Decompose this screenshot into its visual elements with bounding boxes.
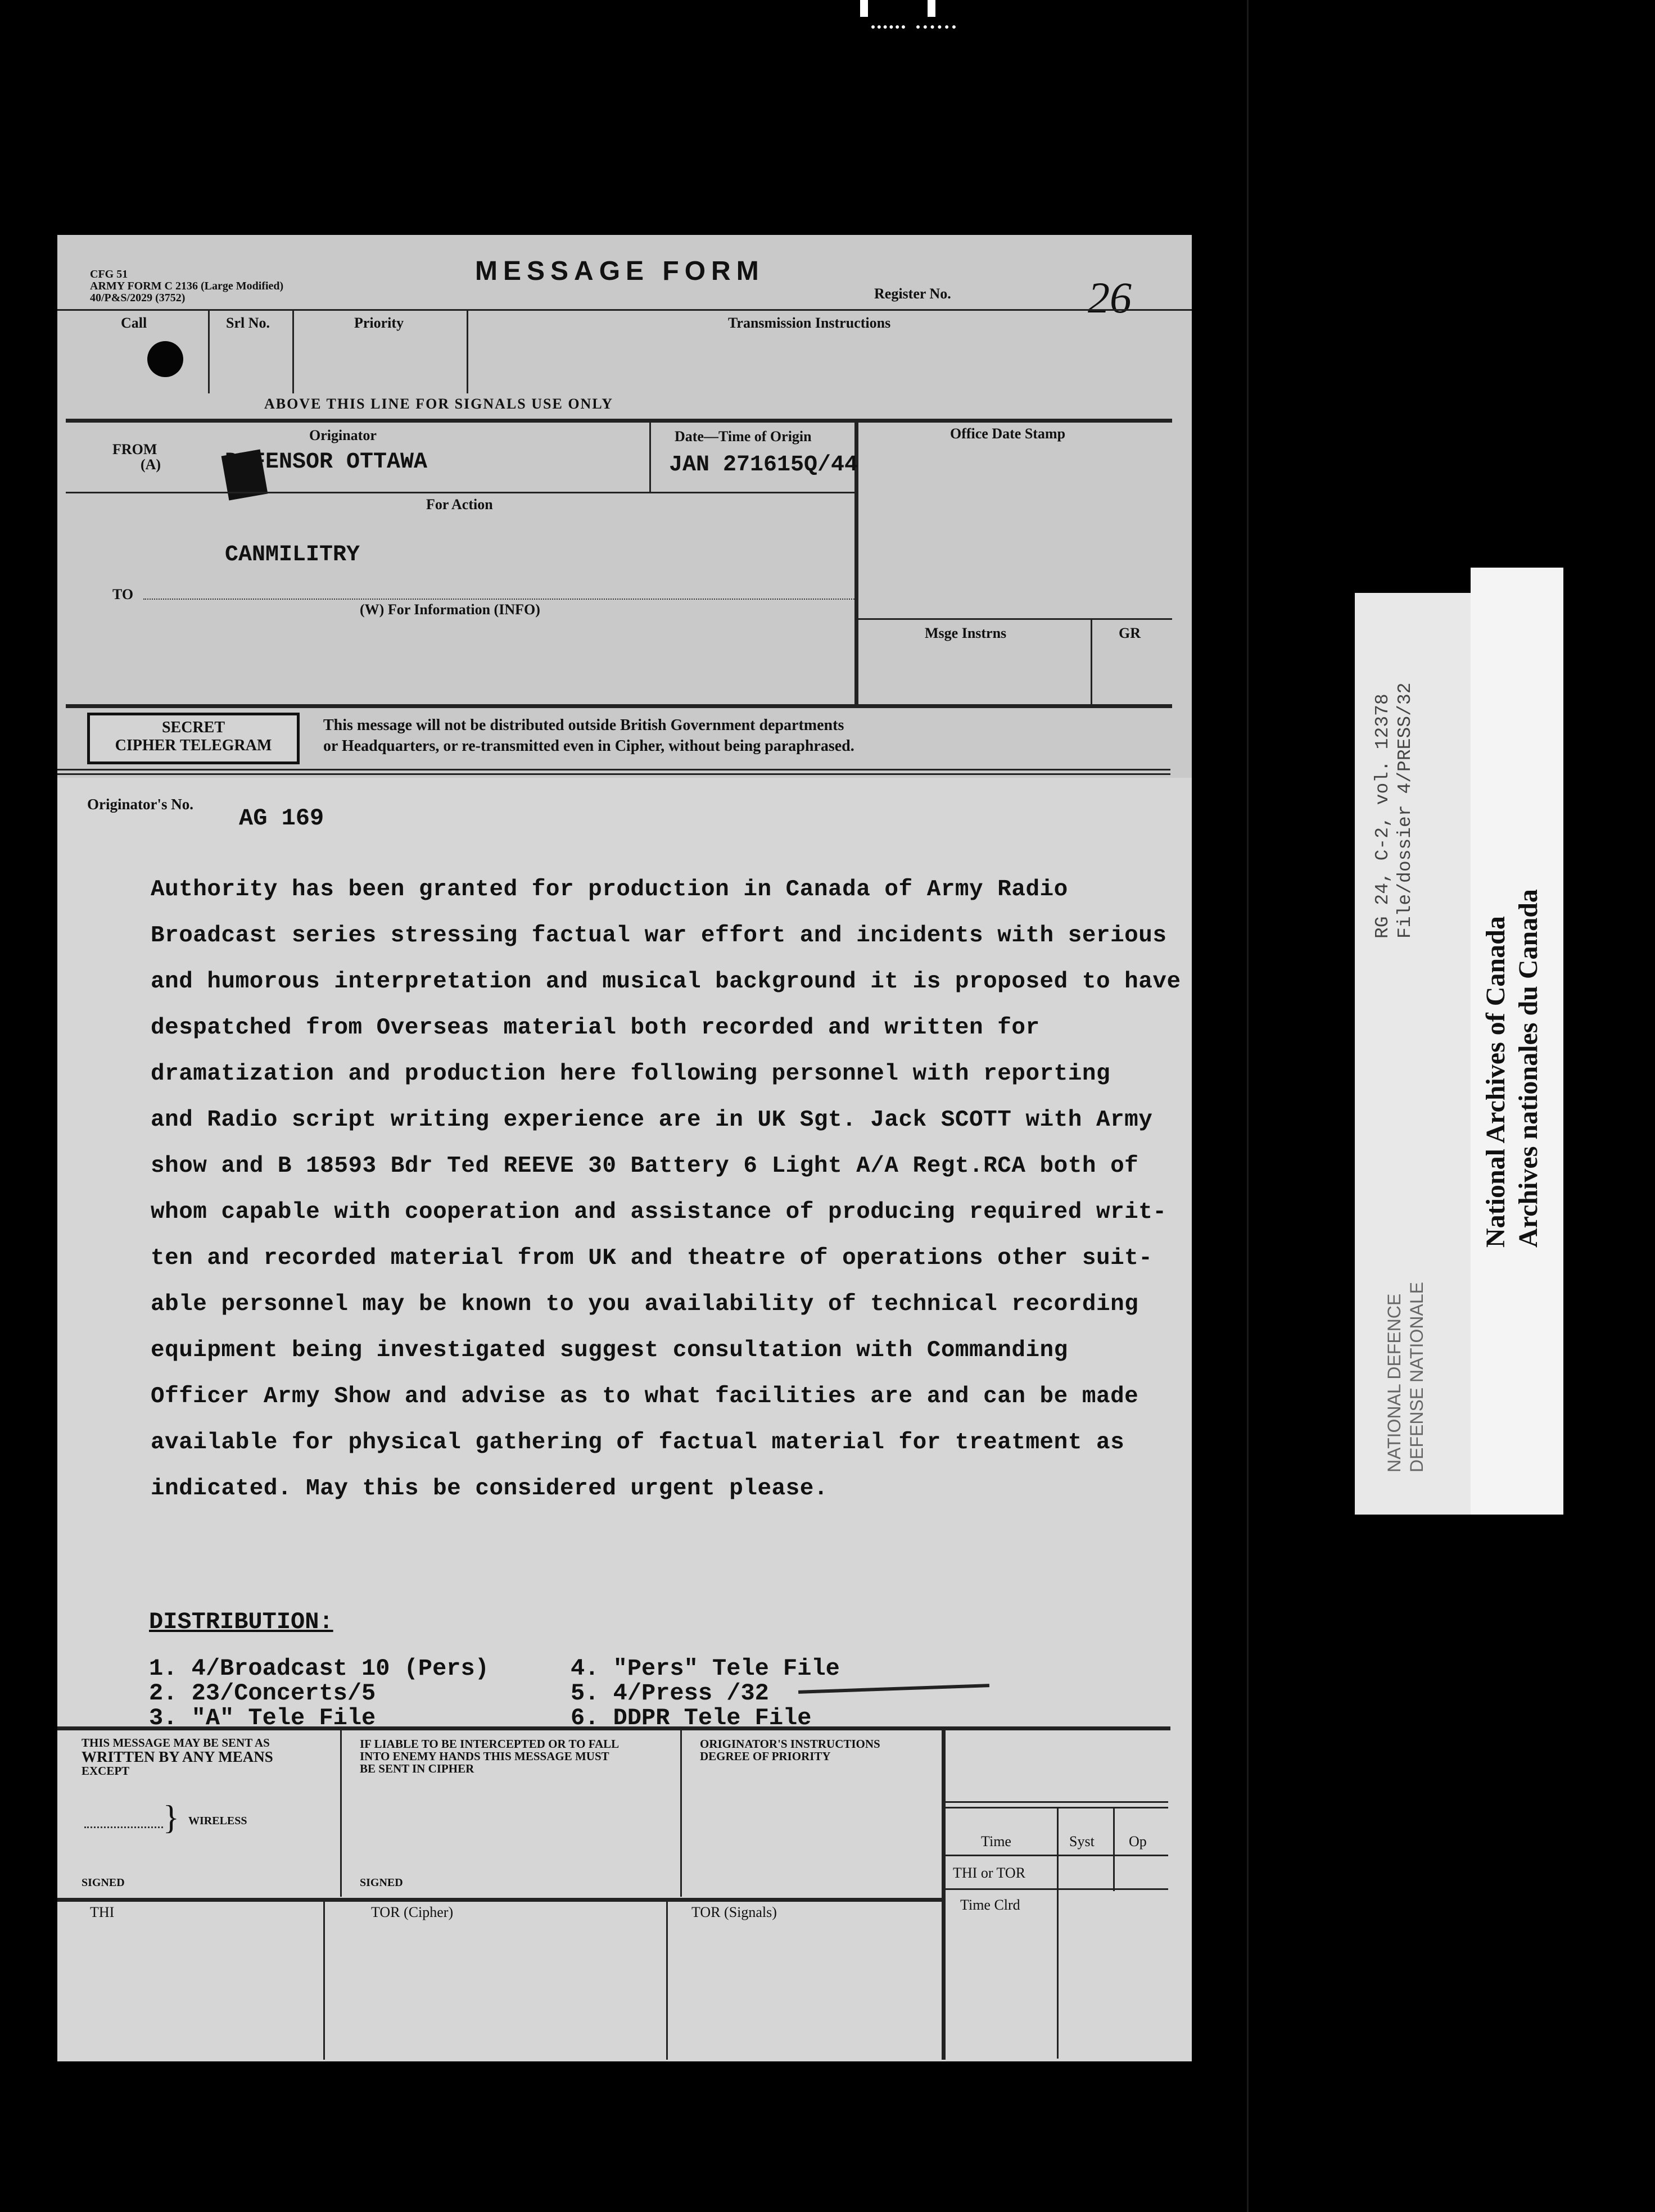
footer-text: THIS MESSAGE MAY BE SENT AS bbox=[82, 1736, 270, 1749]
footer-text: ORIGINATOR'S INSTRUCTIONS bbox=[700, 1737, 880, 1751]
tor-cipher-label: TOR (Cipher) bbox=[371, 1904, 454, 1920]
gr-label: GR bbox=[1119, 625, 1141, 641]
information-label: (W) For Information (INFO) bbox=[360, 601, 540, 618]
body-line: and humorous interpretation and musical background it is proposed to have bbox=[151, 969, 1181, 995]
body-line: equipment being investigated suggest consultation with Commanding bbox=[151, 1338, 1068, 1363]
footer-text: WRITTEN BY ANY MEANS bbox=[82, 1748, 273, 1766]
body-line: and Radio script writing experience are in UK Sgt. Jack SCOTT with Army bbox=[151, 1107, 1153, 1133]
op-label: Op bbox=[1129, 1833, 1147, 1850]
archives-name bbox=[1480, 889, 1545, 1248]
thi-label: THI bbox=[90, 1904, 115, 1920]
footer-col3-text bbox=[700, 1738, 880, 1762]
to-label: TO bbox=[112, 586, 134, 602]
for-action-label: For Action bbox=[426, 496, 493, 513]
body-line: indicated. May this be considered urgent please. bbox=[151, 1476, 828, 1502]
distribution-heading: DISTRIBUTION: bbox=[149, 1608, 333, 1635]
archive-ref-line: RG 24, C-2, vol. 12378 bbox=[1372, 693, 1393, 939]
secret-box bbox=[87, 713, 300, 764]
footer-text: BE SENT IN CIPHER bbox=[360, 1762, 474, 1776]
cipher-telegram-label: CIPHER TELEGRAM bbox=[115, 737, 272, 754]
from-label: FROM bbox=[112, 441, 157, 457]
body-line: able personnel may be known to you availability of technical recording bbox=[151, 1291, 1139, 1317]
signed-label: SIGNED bbox=[360, 1876, 403, 1889]
srl-no-label: Srl No. bbox=[226, 315, 270, 331]
form-code: CFG 51 bbox=[90, 268, 128, 280]
originators-no-value: AG 169 bbox=[239, 805, 324, 832]
body-line: despatched from Overseas material both recorded and written for bbox=[151, 1015, 1040, 1041]
footer-text: EXCEPT bbox=[82, 1764, 130, 1778]
from-a-label: (A) bbox=[141, 456, 161, 473]
message-body bbox=[151, 877, 1181, 1522]
originators-no-label: Originator's No. bbox=[87, 796, 193, 813]
secret-label: SECRET bbox=[161, 719, 225, 736]
priority-label: Priority bbox=[354, 315, 404, 331]
archives-name-fr: Archives nationales du Canada bbox=[1513, 889, 1543, 1248]
time-clrd-label: Time Clrd bbox=[960, 1897, 1020, 1913]
brace-icon: } bbox=[163, 1799, 179, 1836]
to-value: CANMILITRY bbox=[225, 542, 360, 568]
footer-text: DEGREE OF PRIORITY bbox=[700, 1749, 831, 1764]
department-line: DEFENSE NATIONALE bbox=[1407, 1281, 1427, 1472]
originator-value: DEFENSOR OTTAWA bbox=[225, 450, 428, 475]
notice-line: or Headquarters, or re-transmitted even in Cipher, without being paraphrased. bbox=[323, 737, 854, 755]
wireless-field bbox=[84, 1826, 163, 1828]
footer-text: INTO ENEMY HANDS THIS MESSAGE MUST bbox=[360, 1749, 609, 1764]
wireless-label: WIRELESS bbox=[188, 1815, 247, 1827]
archives-name-en: National Archives of Canada bbox=[1481, 916, 1511, 1248]
distribution-item: 1. 4/Broadcast 10 (Pers) bbox=[149, 1655, 489, 1682]
date-time-origin-label: Date—Time of Origin bbox=[675, 428, 812, 445]
tor-signals-label: TOR (Signals) bbox=[691, 1904, 777, 1920]
signed-label: SIGNED bbox=[82, 1876, 125, 1889]
form-title: MESSAGE FORM bbox=[475, 256, 765, 286]
signals-only-note: ABOVE THIS LINE FOR SIGNALS USE ONLY bbox=[264, 396, 614, 412]
distribution-list-left bbox=[149, 1655, 489, 1729]
body-line: Authority has been granted for production in Canada of Army Radio bbox=[151, 877, 1068, 903]
distribution-item: 6. DDPR Tele File bbox=[571, 1705, 812, 1731]
call-label: Call bbox=[121, 315, 147, 331]
date-time-origin-value: JAN 271615Q/44 bbox=[669, 452, 858, 478]
body-line: available for physical gathering of factual material for treatment as bbox=[151, 1430, 1125, 1456]
originator-label: Originator bbox=[309, 427, 377, 443]
footer-col2-text bbox=[360, 1738, 619, 1775]
syst-label: Syst bbox=[1069, 1833, 1095, 1850]
transmission-label: Transmission Instructions bbox=[728, 315, 891, 331]
archive-ref-line: File/dossier 4/PRESS/32 bbox=[1395, 682, 1416, 939]
footer-col1-text bbox=[82, 1737, 273, 1777]
distribution-item: 3. "A" Tele File bbox=[149, 1705, 376, 1731]
register-label: Register No. bbox=[874, 285, 951, 302]
department-text bbox=[1383, 1282, 1428, 1472]
distribution-item: 5. 4/Press /32 bbox=[571, 1680, 769, 1707]
distribution-item: 4. "Pers" Tele File bbox=[571, 1655, 840, 1682]
scan-artifact bbox=[860, 0, 961, 34]
distribution-item: 2. 23/Concerts/5 bbox=[149, 1680, 376, 1707]
archive-reference-text bbox=[1372, 683, 1417, 939]
msge-instrns-label: Msge Instrns bbox=[925, 625, 1007, 641]
department-line: NATIONAL DEFENCE bbox=[1384, 1293, 1404, 1472]
scan-edge bbox=[1247, 0, 1249, 2212]
punch-hole bbox=[147, 341, 183, 377]
register-number: 26 bbox=[1088, 273, 1132, 322]
form-codes bbox=[90, 269, 283, 304]
body-line: Broadcast series stressing factual war effort and incidents with serious bbox=[151, 923, 1167, 949]
body-line: show and B 18593 Bdr Ted REEVE 30 Battery 6 Light A/A Regt.RCA both of bbox=[151, 1153, 1139, 1179]
body-line: whom capable with cooperation and assistance of producing required writ- bbox=[151, 1199, 1167, 1225]
thi-or-tor-label: THI or TOR bbox=[953, 1865, 1026, 1881]
form-code: ARMY FORM C 2136 (Large Modified) bbox=[90, 280, 284, 292]
body-line: Officer Army Show and advise as to what facilities are and can be made bbox=[151, 1384, 1139, 1409]
footer-text: IF LIABLE TO BE INTERCEPTED OR TO FALL bbox=[360, 1737, 620, 1751]
office-date-stamp-label: Office Date Stamp bbox=[950, 425, 1066, 442]
body-line: ten and recorded material from UK and theatre of operations other suit- bbox=[151, 1245, 1153, 1271]
notice-line: This message will not be distributed outside British Government departments bbox=[323, 717, 844, 734]
form-code: 40/P&S/2029 (3752) bbox=[90, 292, 186, 304]
body-line: dramatization and production here following personnel with reporting bbox=[151, 1061, 1111, 1087]
time-label: Time bbox=[981, 1833, 1011, 1850]
